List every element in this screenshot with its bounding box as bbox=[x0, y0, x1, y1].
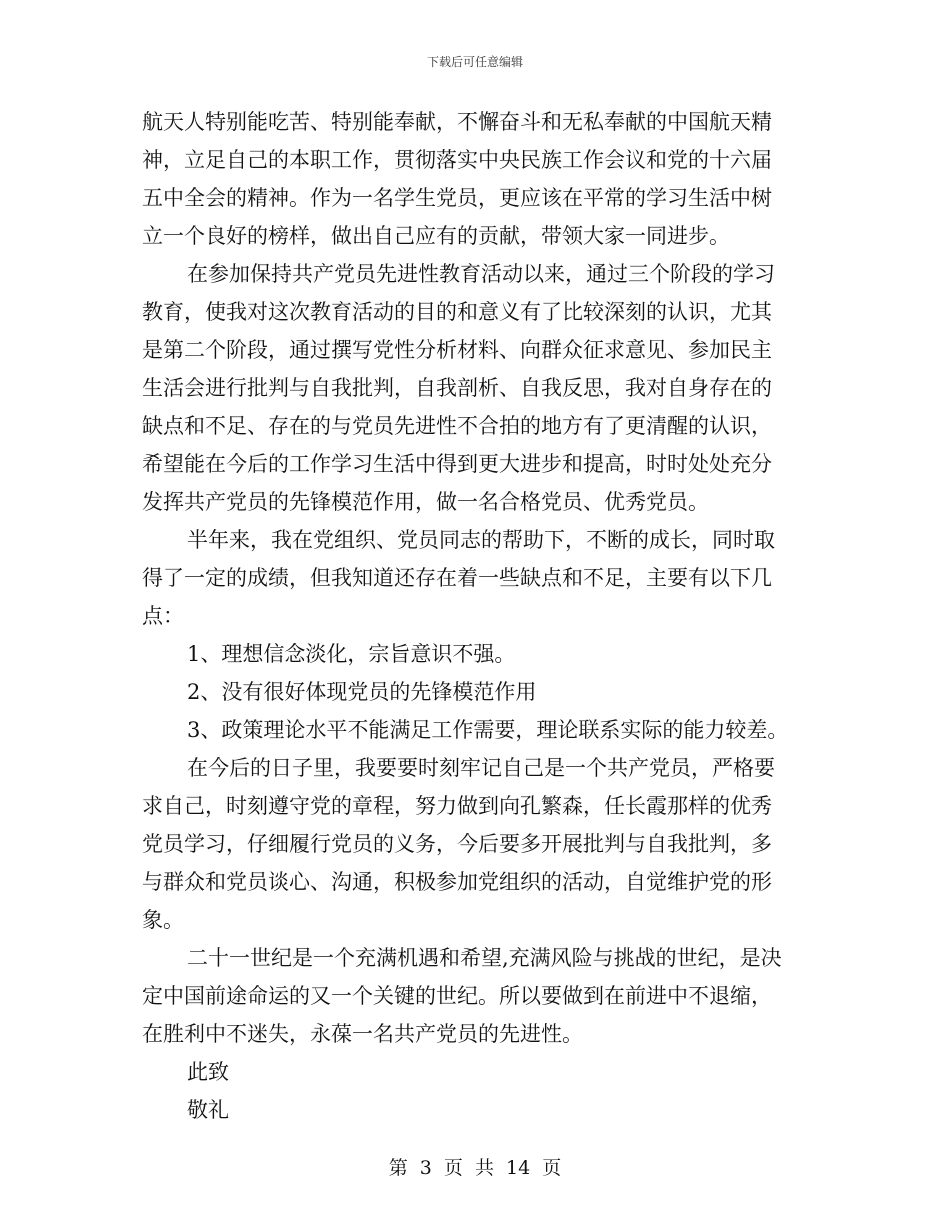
text-line: 党员学习，仔细履行党员的义务，今后要多开展批判与自我批判，多 bbox=[142, 832, 772, 856]
list-item: 2、没有很好体现党员的先锋模范作用 bbox=[187, 680, 537, 704]
closing-regards: 敬礼 bbox=[187, 1098, 229, 1122]
paragraph-first-line: 在参加保持共产党员先进性教育活动以来，通过三个阶段的学习 bbox=[187, 262, 775, 286]
text-line: 神，立足自己的本职工作，贯彻落实中央民族工作会议和党的十六届 bbox=[142, 148, 772, 172]
text-line: 象。 bbox=[142, 908, 184, 932]
paragraph-first-line: 二十一世纪是一个充满机遇和希望,充满风险与挑战的世纪，是决 bbox=[187, 946, 782, 970]
text-line: 教育，使我对这次教育活动的目的和意义有了比较深刻的认识，尤其 bbox=[142, 300, 772, 324]
list-item: 1、理想信念淡化，宗旨意识不强。 bbox=[187, 642, 516, 666]
text-line: 在胜利中不迷失，永葆一名共产党员的先进性。 bbox=[142, 1022, 583, 1046]
text-line: 立一个良好的榜样，做出自己应有的贡献，带领大家一同进步。 bbox=[142, 224, 730, 248]
text-line: 航天人特别能吃苦、特别能奉献，不懈奋斗和无私奉献的中国航天精 bbox=[142, 110, 772, 134]
closing-salutation: 此致 bbox=[187, 1060, 229, 1084]
text-line: 与群众和党员谈心、沟通，积极参加党组织的活动，自觉维护党的形 bbox=[142, 870, 772, 894]
list-item: 3、政策理论水平不能满足工作需要，理论联系实际的能力较差。 bbox=[187, 718, 789, 742]
text-line: 得了一定的成绩，但我知道还存在着一些缺点和不足，主要有以下几 bbox=[142, 566, 772, 590]
text-line: 缺点和不足、存在的与党员先进性不合拍的地方有了更清醒的认识， bbox=[142, 414, 772, 438]
text-line: 求自己，时刻遵守党的章程，努力做到向孔繁森，任长霞那样的优秀 bbox=[142, 794, 772, 818]
paragraph-first-line: 半年来，我在党组织、党员同志的帮助下，不断的成长，同时取 bbox=[187, 528, 775, 552]
text-line: 希望能在今后的工作学习生活中得到更大进步和提高，时时处处充分 bbox=[142, 452, 772, 476]
document-body bbox=[142, 103, 808, 1129]
text-line: 生活会进行批判与自我批判，自我剖析、自我反思，我对自身存在的 bbox=[142, 376, 772, 400]
text-line: 发挥共产党员的先锋模范作用，做一名合格党员、优秀党员。 bbox=[142, 490, 709, 514]
text-line: 点： bbox=[142, 604, 184, 628]
page-number: 第 3 页 共 14 页 bbox=[388, 1157, 562, 1179]
paragraph-first-line: 在今后的日子里，我要要时刻牢记自己是一个共产党员，严格要 bbox=[187, 756, 775, 780]
page-header-note: 下载后可任意编辑 bbox=[426, 55, 523, 69]
text-line: 是第二个阶段，通过撰写党性分析材料、向群众征求意见、参加民主 bbox=[142, 338, 772, 362]
text-line: 五中全会的精神。作为一名学生党员，更应该在平常的学习生活中树 bbox=[142, 186, 772, 210]
text-line: 定中国前途命运的又一个关键的世纪。所以要做到在前进中不退缩， bbox=[142, 984, 772, 1008]
